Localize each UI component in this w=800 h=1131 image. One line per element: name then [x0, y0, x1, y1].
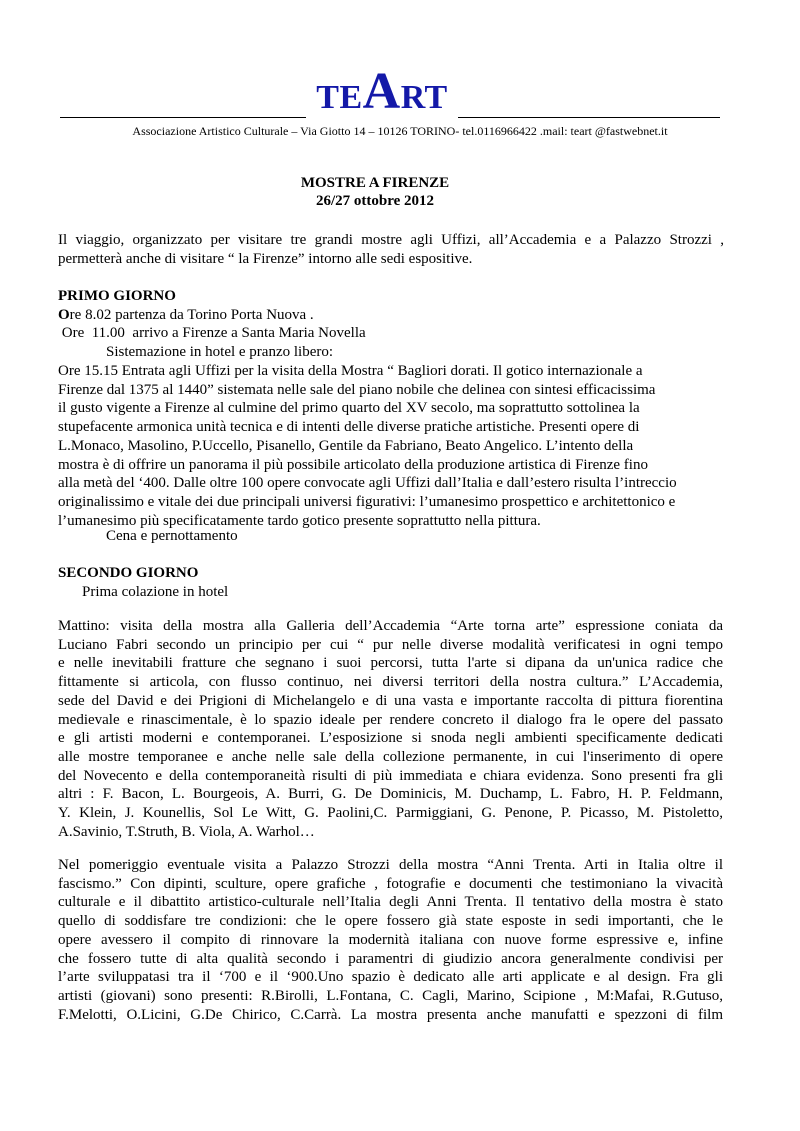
paragraph-line: stupefacente armonica unità tecnica e di intenti delle diverse pratiche artistiche. Presenti opere di	[58, 419, 640, 436]
paragraph-line: F.Melotti, O.Licini, G.De Chirico, C.Carrà. La mostra presenta anche manufatti e spezzoni di film	[58, 1006, 723, 1023]
paragraph-line: altri : F. Bacon, L. Bourgeois, A. Burri, G. De Dominicis, M. Duchamp, L. Fabro, H. P. Feldmann,	[58, 786, 723, 803]
paragraph-line: medievale e rinascimentale, è lo spazio ideale per rendere concreto il dialogo fra le opere del passato	[58, 711, 723, 728]
day1-dinner: Cena e pernottamento	[106, 528, 238, 544]
paragraph-line: l’arte sviluppatasi tra il ‘700 e il ‘900.Uno spazio è dedicato alle arti applicate e al design. Fra gli	[58, 969, 723, 986]
day2-accademia-paragraph	[58, 617, 723, 841]
paragraph-line: Ore 15.15 Entrata agli Uffizi per la visita della Mostra “ Bagliori dorati. Il gotico internazionale a	[58, 363, 643, 379]
document-dates: 26/27 ottobre 2012	[315, 193, 435, 209]
day2-breakfast: Prima colazione in hotel	[82, 584, 229, 600]
paragraph-line: alle mostre temporanee e anche nelle sale della collezione permanente, in cui l'inserimento di opere	[58, 748, 723, 765]
paragraph-line: Luciano Fabri secondo un principio per cui “ pur nelle diverse modalità verificatesi in ogni tempo	[58, 636, 723, 653]
paragraph-line: quello di soddisfare tre condizioni: che le opere fossero già state esposte in sedi importanti, che le	[58, 913, 723, 930]
logo-rule-right	[458, 117, 720, 118]
letterhead	[60, 62, 720, 122]
paragraph-line: l’umanesimo più specificatamente tardo gotico presente soprattutto nella pittura.	[58, 512, 541, 529]
association-info: Associazione Artistico Culturale – Via Giotto 14 – 10126 TORINO- tel.0116966422 .mail: teart @fastwebnet.it	[132, 124, 668, 138]
paragraph-line: del Novecento e della contemporaneità risulti di più immediata e chiara evidenza. Sono presenti fra gli	[58, 767, 723, 784]
paragraph-line: e gli artisti moderni e contemporanei. L’esposizione si snoda negli ambienti specificamente dedicati	[58, 730, 723, 747]
paragraph-line: originalissimo e vitale dei due principali universi figurativi: l’umanesimo prospettico e architettonico e	[58, 493, 676, 510]
logo-rule-left	[60, 117, 306, 118]
paragraph-line: mostra è di offrire un panorama il più possibile articolato della produzione artistica di Firenze fino	[58, 456, 648, 473]
paragraph-line: Mattino: visita della mostra alla Galleria dell’Accademia “Arte torna arte” espressione coniata da	[58, 618, 723, 634]
intro-line: permetterà anche di visitare “ la Firenze” intorno alle sedi espositive.	[58, 250, 473, 267]
day2-heading: SECONDO GIORNO	[58, 565, 199, 581]
paragraph-line: culturale e il dibattito artistico-culturale nell’Italia degli Anni Trenta. Il tentativo della mostra è stato	[58, 894, 723, 911]
day1-heading: PRIMO GIORNO	[58, 288, 176, 304]
paragraph-line: alla metà del ‘400. Dalle oltre 100 opere convocate agli Uffizi dall’Italia e dall’estero risulta l’intreccio	[58, 475, 677, 492]
day1-arrival: Ore 11.00 arrivo a Firenze a Santa Maria Novella	[58, 325, 366, 341]
paragraph-line: e nelle inevitabili fratture che segnano i suoi percorsi, tutta l'arte si dipana da un'unica radice che	[58, 655, 723, 672]
paragraph-line: fittamente si articola, con flusso continuo, nei diversi territori della nostra cultura.” L’Accademia,	[58, 674, 723, 691]
paragraph-line: Firenze dal 1375 al 1440” sistemata nelle sale del piano nobile che delinea con sintesi efficacissima	[58, 381, 656, 398]
day1-departure: Ore 8.02 partenza da Torino Porta Nuova .	[58, 307, 314, 323]
paragraph-line: sede del David e dei Prigioni di Michelangelo e di una vasta e importante raccolta di pittura fiorentina	[58, 692, 723, 709]
teart-logo: TEART	[316, 63, 448, 120]
paragraph-line: opere avessero il compito di rinnovare la modernità italiana con nuove forme espressive e, infine	[58, 931, 723, 948]
paragraph-line: Nel pomeriggio eventuale visita a Palazzo Strozzi della mostra “Anni Trenta. Arti in Italia oltre il	[58, 857, 723, 873]
intro-line: Il viaggio, organizzato per visitare tre grandi mostre agli Uffizi, all’Accademia e a Palazzo Strozzi ,	[58, 232, 724, 248]
paragraph-line: artisti (giovani) sono presenti: R.Birolli, L.Fontana, C. Cagli, Marino, Scipione , M:Mafai, R.Gutuso,	[58, 987, 723, 1004]
paragraph-line: che fossero tutte di alta qualità secondo i paramentri di giudizio ancora generalmente condivisi per	[58, 950, 723, 967]
intro-paragraph	[58, 231, 724, 268]
paragraph-line: Y. Klein, J. Kounellis, Sol Le Witt, G. Paolini,C. Parmiggiani, G. Penone, P. Picasso, M. Pistoletto,	[58, 805, 723, 822]
paragraph-line: L.Monaco, Masolino, P.Uccello, Pisanello, Gentile da Fabriano, Beato Angelico. L’intento della	[58, 437, 634, 454]
paragraph-line: il gusto vigente a Firenze al culmine del primo quarto del XV secolo, ma soprattutto sottolinea la	[58, 400, 640, 417]
paragraph-line: A.Savinio, T.Struth, B. Viola, A. Warhol…	[58, 823, 315, 840]
day1-hotel: Sistemazione in hotel e pranzo libero:	[106, 344, 334, 360]
day2-strozzi-paragraph	[58, 856, 723, 1024]
day1-uffizi-paragraph	[58, 362, 728, 530]
paragraph-line: fascismo.” Con dipinti, sculture, opere grafiche , fotografie e documenti che testimoniano la vivacità	[58, 875, 723, 892]
document-title: MOSTRE A FIRENZE	[300, 175, 450, 191]
